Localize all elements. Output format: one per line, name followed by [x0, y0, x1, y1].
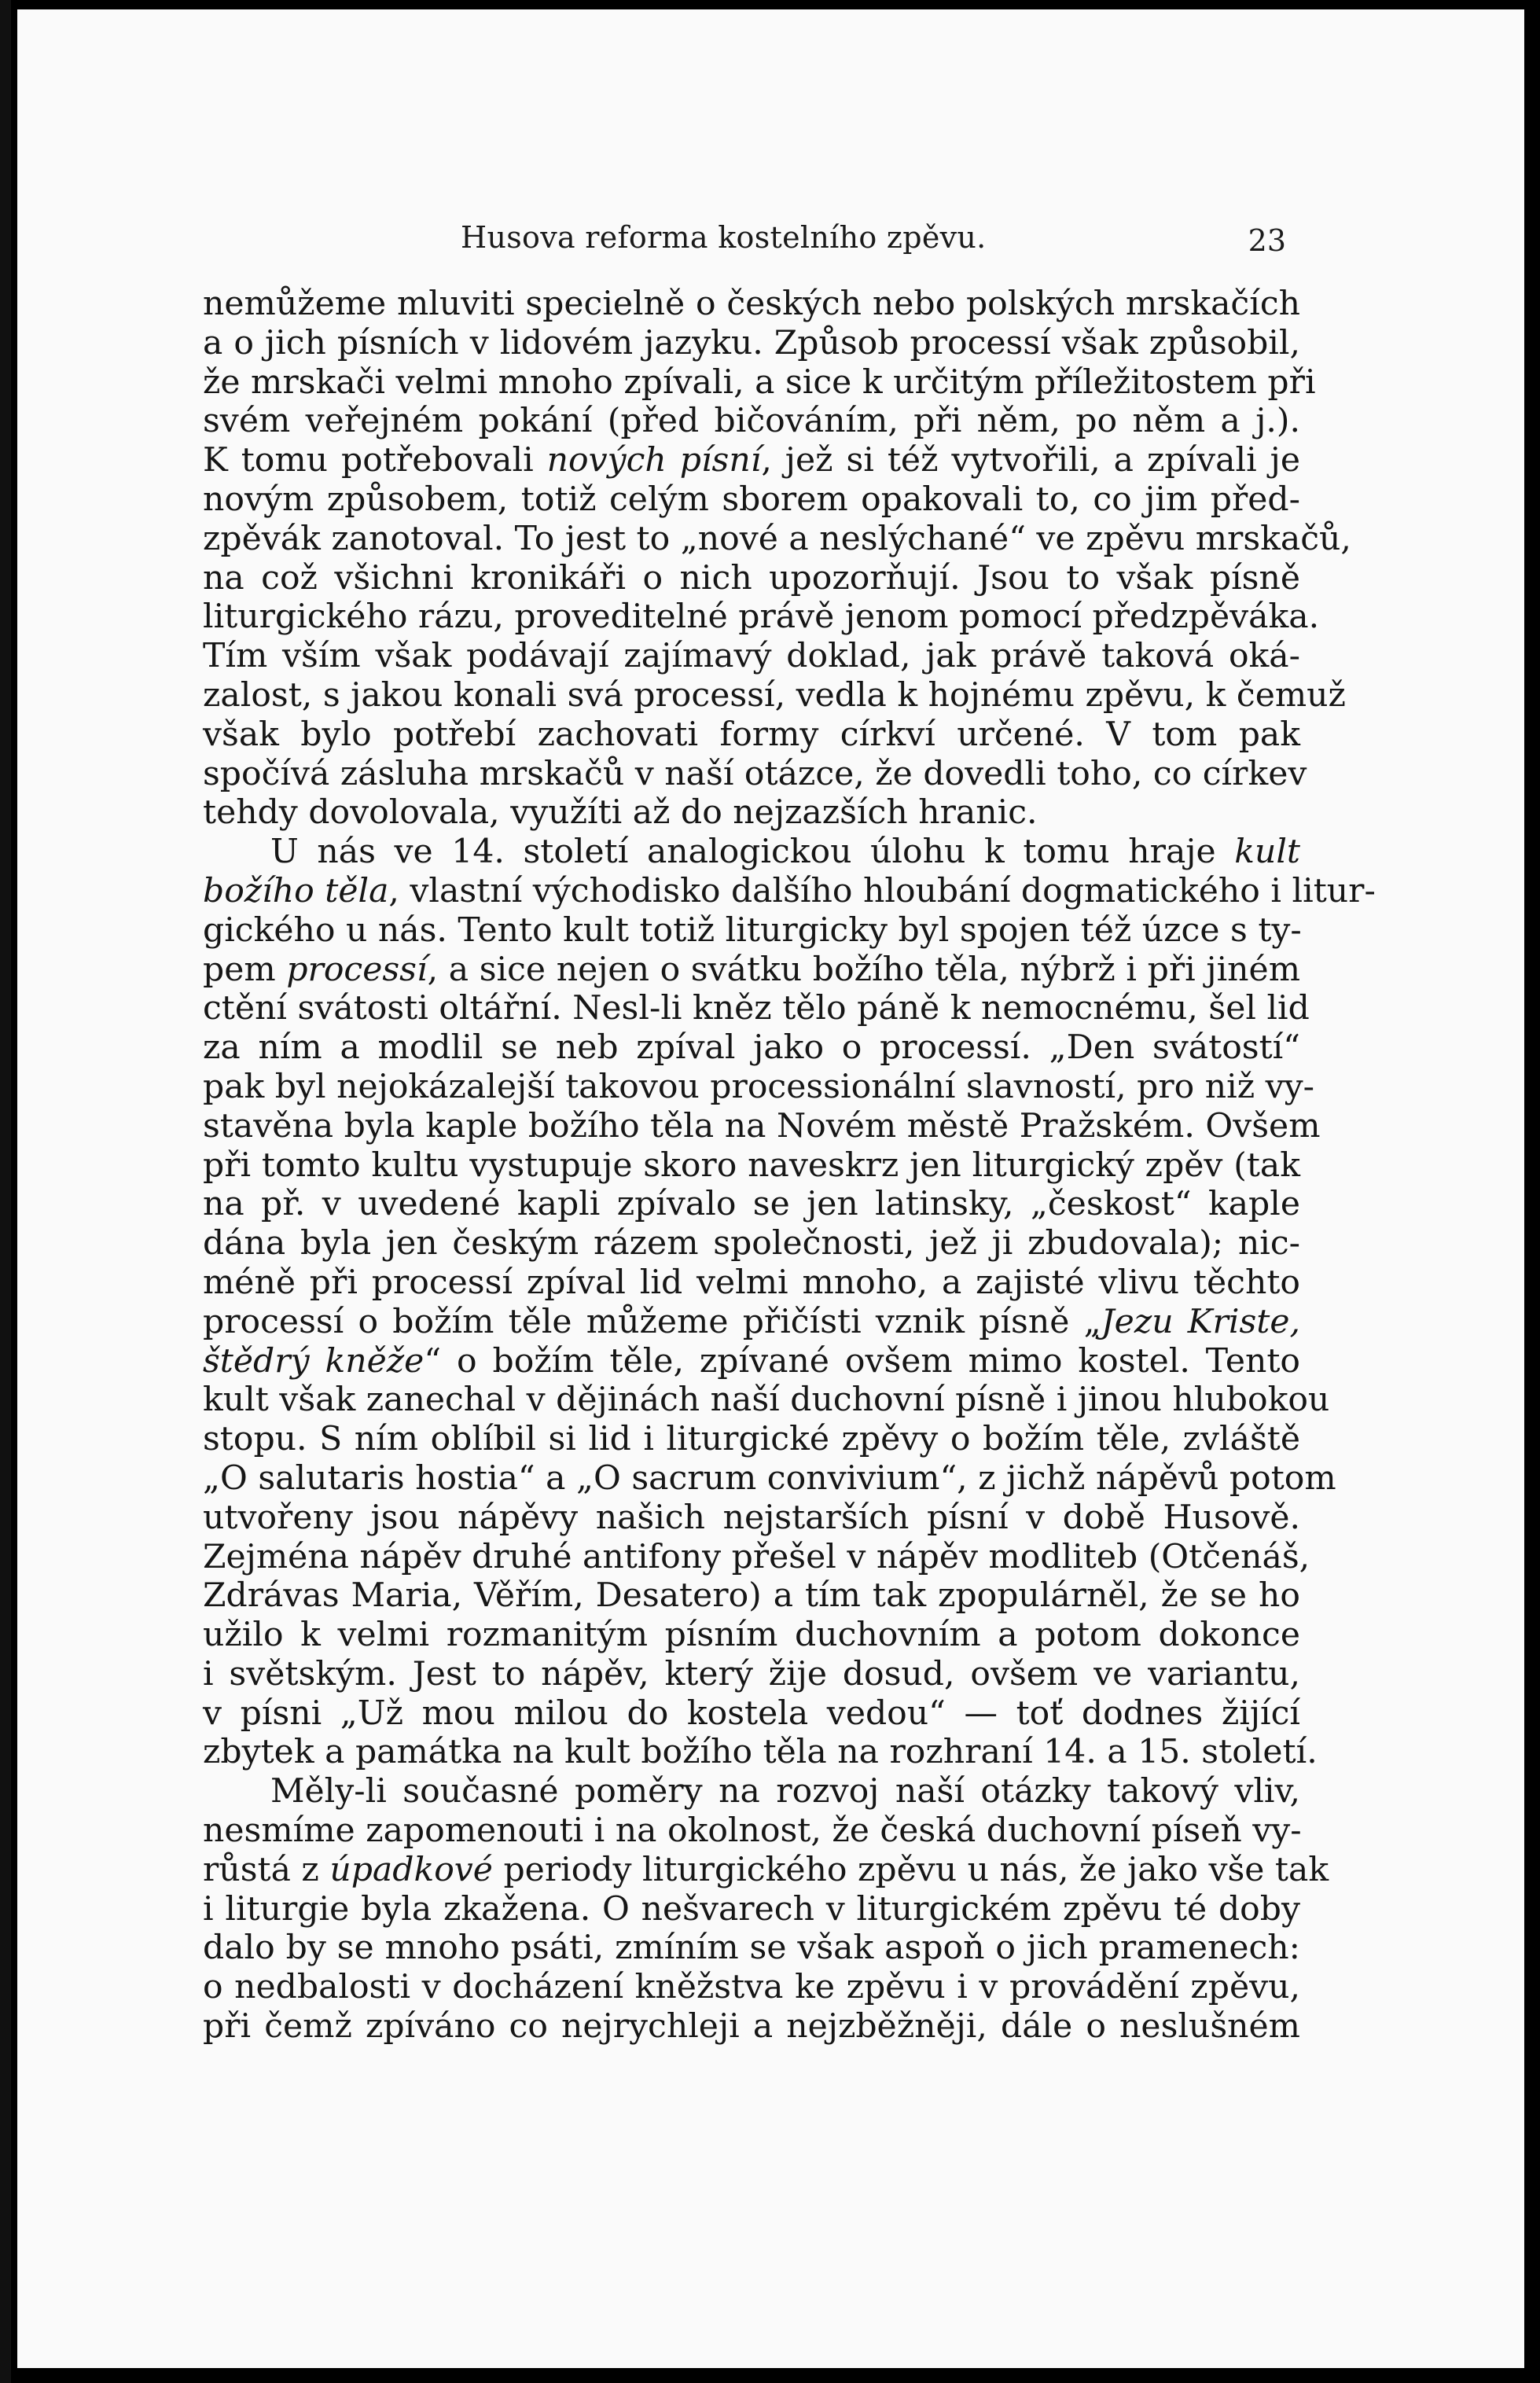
paragraph	[203, 833, 1376, 1772]
text-run: dána byla jen českým rázem společnosti, jež ji zbudovala); nic-	[203, 1224, 1300, 1263]
text-run: novým způsobem, totiž celým sborem opakovali to, co jim před-	[203, 480, 1300, 519]
text-line	[203, 1028, 1300, 1068]
text-run: , a sice nejen o svátku božího těla, nýbrž i při jiném	[427, 950, 1301, 989]
text-line	[203, 285, 1300, 324]
text-run: liturgického rázu, proveditelné právě jenom pomocí předzpěváka.	[203, 598, 1320, 637]
text-run: svém veřejném pokání (před bičováním, při něm, po něm a j.).	[203, 402, 1300, 441]
text-run: o nedbalosti v docházení kněžstva ke zpěvu i v provádění zpěvu,	[203, 1968, 1300, 2007]
text-run: “ o božím těle, zpívané ovšem mimo kostel. Tento	[424, 1341, 1301, 1381]
text-run: tehdy dovolovala, využíti až do nejzazších hranic.	[203, 793, 1038, 833]
text-run: Zdrávas Maria, Věřím, Desatero) a tím tak zpopulárněl, že se ho	[203, 1576, 1300, 1616]
text-run: processí o božím těle můžeme přičísti vznik písně „	[203, 1302, 1101, 1341]
text-line	[203, 911, 1300, 951]
text-line	[203, 637, 1300, 676]
text-line	[203, 793, 1300, 833]
text-line	[203, 1458, 1336, 1499]
text-run: růstá z	[203, 1850, 330, 1889]
text-line	[203, 1381, 1330, 1420]
text-run: „O salutaris hostia“ a „O sacrum convivium“, z jichž nápěvů potom	[203, 1458, 1336, 1498]
text-line	[203, 1420, 1300, 1459]
text-line	[203, 754, 1307, 794]
italic-text: Jezu Kriste,	[1101, 1302, 1301, 1341]
text-run: za ním a modlil se neb zpíval jako o processí. „Den svátostí“	[203, 1028, 1300, 1068]
text-line	[203, 1537, 1310, 1577]
text-run: ctění svátosti oltářní. Nesl-li kněz tělo páně k nemocnému, šel lid	[203, 989, 1310, 1028]
text-run: zpěvák zanotoval. To jest to „nové a neslýchané“ ve zpěvu mrskačů,	[203, 519, 1351, 558]
text-line	[203, 598, 1320, 637]
text-run: na př. v uvedené kapli zpívalo se jen latinsky, „českost“ kaple	[203, 1185, 1300, 1224]
text-run: zbytek a památka na kult božího těla na rozhraní 14. a 15. století.	[203, 1733, 1318, 1772]
text-run: gického u nás. Tento kult totiž liturgicky byl spojen též úzce s ty-	[203, 910, 1302, 950]
text-line	[203, 1303, 1300, 1342]
text-line	[203, 1655, 1300, 1694]
italic-text: kult	[1234, 833, 1300, 872]
text-run: , vlastní východisko dalšího hloubání dogmatického i litur-	[388, 871, 1376, 910]
text-run: užilo k velmi rozmanitým písním duchovním a potom dokonce	[203, 1616, 1300, 1655]
text-line	[203, 1890, 1300, 1929]
text-line	[203, 833, 1300, 872]
text-run: i liturgie byla zkažena. O nešvarech v liturgickém zpěvu té doby	[203, 1889, 1300, 1929]
text-line	[203, 2007, 1300, 2047]
text-run: však bylo potřebí zachovati formy církví určené. V tom pak	[203, 715, 1300, 754]
text-line	[203, 1224, 1300, 1263]
text-run: K tomu potřebovali	[203, 441, 547, 480]
text-run: pem	[203, 950, 287, 989]
text-run: utvořeny jsou nápěvy našich nejstarších písní v době Husově.	[203, 1498, 1300, 1537]
scan-border	[0, 0, 11, 2383]
text-run: v písni „Už mou milou do kostela vedou“ — toť dodnes žijící	[203, 1693, 1300, 1733]
text-line	[203, 441, 1300, 480]
text-run: spočívá zásluha mrskačů v naší otázce, že dovedli toho, co církev	[203, 754, 1307, 793]
text-run: nemůžeme mluviti specielně o českých nebo polských mrskačích	[203, 285, 1300, 323]
text-line	[203, 1733, 1318, 1772]
text-line	[203, 1694, 1300, 1734]
paragraph	[203, 285, 1351, 833]
text-line	[203, 402, 1300, 441]
text-line	[203, 1811, 1300, 1851]
text-run: na což všichni kronikáři o nich upozorňují. Jsou to však písně	[203, 558, 1300, 598]
text-run: dalo by se mnoho psáti, zmíním se však aspoň o jich pramenech:	[203, 1929, 1300, 1968]
text-run: Měly-li současné poměry na rozvoj naší otázky takový vliv,	[270, 1772, 1300, 1811]
text-run: že mrskači velmi mnoho zpívali, a sice k určitým příležitostem při	[203, 362, 1316, 402]
italic-text: processí	[286, 950, 428, 989]
text-run: nesmíme zapomenouti i na okolnost, že česká duchovní píseň vy-	[203, 1811, 1302, 1851]
text-line	[203, 1616, 1300, 1655]
text-line	[203, 362, 1316, 403]
text-run: při čemž zpíváno co nejrychleji a nejzběžněji, dále o neslušném	[203, 2007, 1300, 2047]
text-line	[203, 559, 1300, 598]
text-line	[203, 951, 1300, 990]
paragraph	[203, 1772, 1329, 2047]
text-line	[203, 519, 1351, 559]
body-text	[203, 285, 1376, 2047]
text-line	[203, 1185, 1300, 1224]
italic-text: nových písní	[546, 441, 762, 480]
text-line	[203, 1772, 1300, 1811]
text-line	[203, 1146, 1300, 1186]
text-line	[203, 480, 1300, 520]
text-line	[203, 989, 1310, 1028]
text-run: periody liturgického zpěvu u nás, že jako vše tak	[492, 1850, 1329, 1889]
page-number: 23	[1248, 223, 1286, 258]
text-line	[203, 675, 1346, 715]
text-line	[203, 1576, 1300, 1616]
text-run: zalost, s jakou konali svá processí, vedla k hojnému zpěvu, k čemuž	[203, 675, 1346, 715]
text-line	[203, 1342, 1300, 1381]
text-run: Tím vším však podávají zajímavý doklad, jak právě taková oká-	[203, 637, 1300, 676]
text-run: kult však zanechal v dějinách naší duchovní písně i jinou hlubokou	[203, 1381, 1330, 1420]
text-line	[203, 1263, 1300, 1303]
text-run: a o jich písních v lidovém jazyku. Způsob processí však způsobil,	[203, 323, 1300, 362]
text-line	[203, 1067, 1315, 1107]
italic-text: božího těla	[203, 871, 389, 910]
text-run: stavěna byla kaple božího těla na Novém městě Pražském. Ovšem	[203, 1106, 1321, 1146]
text-run: i světským. Jest to nápěv, který žije dosud, ovšem ve variantu,	[203, 1654, 1300, 1693]
running-title: Husova reforma kostelního zpěvu.	[461, 220, 987, 255]
italic-text: štědrý kněže	[203, 1341, 425, 1381]
text-run: méně při processí zpíval lid velmi mnoho, a zajisté vlivu těchto	[203, 1263, 1300, 1302]
text-line	[203, 1499, 1300, 1538]
text-line	[203, 871, 1376, 911]
text-line	[203, 1929, 1300, 1968]
text-run: stopu. S ním oblíbil si lid i liturgické zpěvy o božím těle, zvláště	[203, 1420, 1300, 1459]
text-run: pak byl nejokázalejší takovou processionální slavností, pro niž vy-	[203, 1067, 1315, 1106]
text-run: , jež si též vytvořili, a zpívali je	[761, 441, 1300, 480]
text-line	[203, 1850, 1329, 1890]
text-line	[203, 1968, 1300, 2007]
text-run: při tomto kultu vystupuje skoro naveskrz jen liturgický zpěv (tak	[203, 1146, 1300, 1185]
italic-text: úpadkové	[329, 1850, 493, 1889]
text-run: Zejména nápěv druhé antifony přešel v nápěv modliteb (Otčenáš,	[203, 1537, 1310, 1576]
text-run: U nás ve 14. století analogickou úlohu k tomu hraje	[270, 833, 1235, 872]
text-line	[203, 1106, 1321, 1146]
text-line	[203, 324, 1300, 363]
text-line	[203, 715, 1300, 755]
page-header	[461, 214, 1286, 261]
